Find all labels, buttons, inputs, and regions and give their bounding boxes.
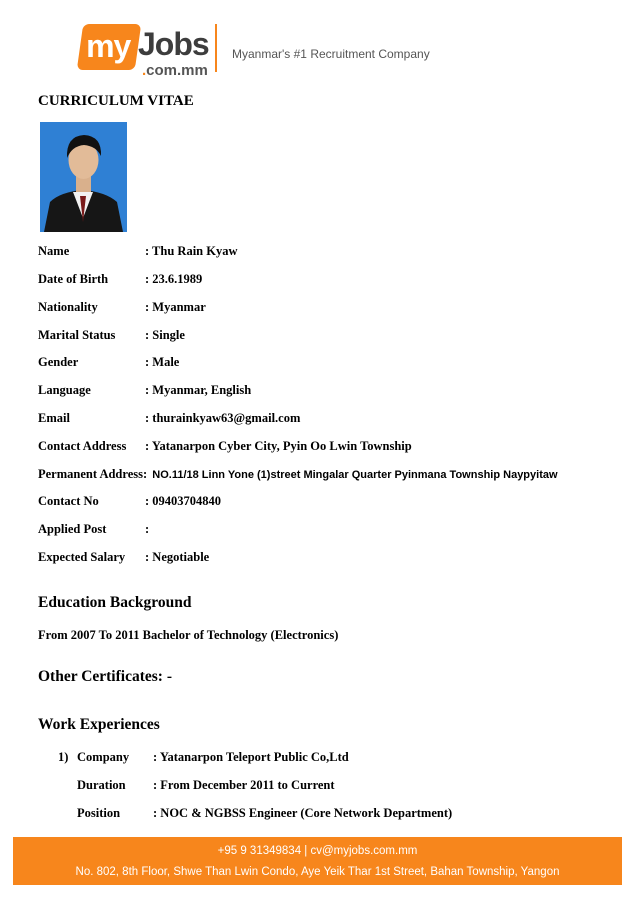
- company-value: : Yatanarpon Teleport Public Co,Ltd: [153, 750, 349, 764]
- education-line: From 2007 To 2011 Bachelor of Technology (Electronics): [38, 628, 339, 642]
- position-value: : NOC & NGBSS Engineer (Core Network Department): [153, 806, 453, 820]
- logo-jobs-text: Jobs: [138, 26, 209, 62]
- detail-label: Name: [38, 244, 70, 258]
- detail-value: : 23.6.1989: [145, 272, 203, 286]
- myjobs-logo: [80, 24, 210, 82]
- detail-label: Contact Address: [38, 439, 127, 453]
- footer-address: No. 802, 8th Floor, Shwe Than Lwin Condo, Aye Yeik Thar 1st Street, Bahan Township, Yangon: [75, 866, 560, 878]
- logo-domain: [142, 62, 208, 79]
- logo-my-badge: [77, 24, 141, 70]
- education-heading: Education Background: [38, 594, 192, 611]
- detail-value: : Yatanarpon Cyber City, Pyin Oo Lwin Township: [145, 439, 412, 453]
- detail-value: NO.11/18 Linn Yone (1)street Mingalar Quarter Pyinmana Township Naypyitaw: [152, 469, 558, 481]
- detail-label: Contact No: [38, 494, 99, 508]
- detail-label: Permanent Address:: [38, 467, 148, 481]
- position-label: Position: [77, 806, 121, 820]
- certificates-heading: Other Certificates: -: [38, 668, 172, 685]
- detail-label: Gender: [38, 355, 79, 369]
- detail-value: : Thu Rain Kyaw: [145, 244, 238, 258]
- profile-photo: [40, 122, 127, 232]
- detail-value: :: [145, 522, 150, 536]
- detail-label: Language: [38, 383, 91, 397]
- detail-value: : Male: [145, 355, 180, 369]
- work-number: 1): [58, 750, 69, 764]
- detail-value: : Single: [145, 328, 185, 342]
- profile-photo-image: [40, 122, 127, 232]
- detail-value: : 09403704840: [145, 494, 222, 508]
- detail-label: Email: [38, 411, 70, 425]
- header-divider: [215, 24, 217, 72]
- detail-value: : Myanmar, English: [145, 383, 252, 397]
- detail-value: : Negotiable: [145, 550, 210, 564]
- detail-label: Nationality: [38, 300, 98, 314]
- detail-label: Date of Birth: [38, 272, 109, 286]
- detail-label: Expected Salary: [38, 550, 126, 564]
- logo-domain-dot: .: [142, 62, 147, 79]
- detail-label: Applied Post: [38, 522, 107, 536]
- detail-label: Marital Status: [38, 328, 116, 342]
- logo-my-text: my: [86, 28, 131, 64]
- duration-value: : From December 2011 to Current: [153, 778, 335, 792]
- work-heading: Work Experiences: [38, 716, 160, 733]
- logo-domain-text: com.mm: [146, 62, 208, 79]
- detail-row-permanent-address: [38, 467, 558, 485]
- detail-value: : Myanmar: [145, 300, 206, 314]
- footer-bar: [13, 837, 622, 885]
- duration-label: Duration: [77, 778, 126, 792]
- header-tagline: Myanmar's #1 Recruitment Company: [232, 47, 430, 61]
- cv-title: CURRICULUM VITAE: [38, 93, 194, 109]
- company-label: Company: [77, 750, 130, 764]
- footer-contact: +95 9 31349834 | cv@myjobs.com.mm: [217, 845, 418, 857]
- detail-value: : thurainkyaw63@gmail.com: [145, 411, 301, 425]
